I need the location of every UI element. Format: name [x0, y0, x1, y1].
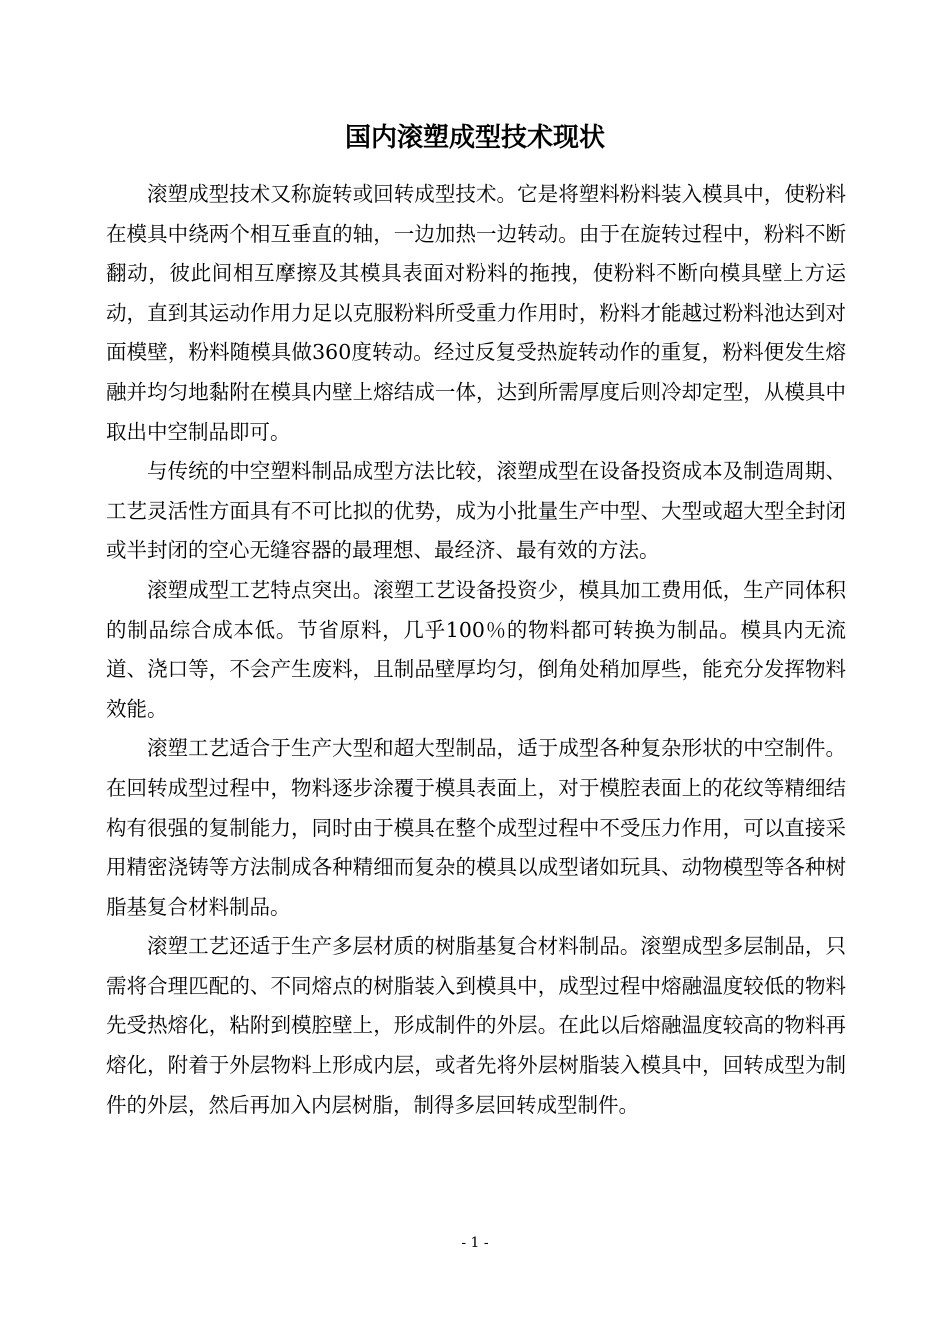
- paragraph-3: 滚塑成型工艺特点突出。滚塑工艺设备投资少，模具加工费用低，生产同体积的制品综合成本低。节省原料，几乎100％的物料都可转换为制品。模具内无流道、浇口等，不会产生废料，且制品壁厚均匀，倒角处稍加厚些，能充分发挥物料效能。: [106, 577, 846, 721]
- paragraph-5: 滚塑工艺还适于生产多层材质的树脂基复合材料制品。滚塑成型多层制品，只需将合理匹配的、不同熔点的树脂装入到模具中，成型过程中熔融温度较低的物料先受热熔化，粘附到模腔壁上，形成制件的外层。在此以后熔融温度较高的物料再熔化，附着于外层物料上形成内层，或者先将外层树脂装入模具中，回转成型为制件的外层，然后再加入内层树脂，制得多层回转成型制件。: [106, 934, 846, 1117]
- page-number: - 1 -: [461, 1235, 489, 1251]
- paragraph-2: 与传统的中空塑料制品成型方法比较，滚塑成型在设备投资成本及制造周期、工艺灵活性方面具有不可比拟的优势，成为小批量生产中型、大型或超大型全封闭或半封闭的空心无缝容器的最理想、最经济、最有效的方法。: [106, 459, 846, 563]
- paragraph-4: 滚塑工艺适合于生产大型和超大型制品，适于成型各种复杂形状的中空制件。在回转成型过程中，物料逐步涂覆于模具表面上，对于模腔表面上的花纹等精细结构有很强的复制能力，同时由于模具在整个成型过程中不受压力作用，可以直接采用精密浇铸等方法制成各种精细而复杂的模具以成型诸如玩具、动物模型等各种树脂基复合材料制品。: [106, 736, 846, 919]
- document-title: 国内滚塑成型技术现状: [344, 123, 605, 153]
- document-body: [106, 175, 846, 1125]
- paragraph-1: 滚塑成型技术又称旋转或回转成型技术。它是将塑料粉料装入模具中，使粉料在模具中绕两个相互垂直的轴，一边加热一边转动。由于在旋转过程中，粉料不断翻动，彼此间相互摩擦及其模具表面对粉料的拖拽，使粉料不断向模具壁上方运动，直到其运动作用力足以克服粉料所受重力作用时，粉料才能越过粉料池达到对面模壁，粉料随模具做360度转动。经过反复受热旋转动作的重复，粉料便发生熔融并均匀地黏附在模具内壁上熔结成一体，达到所需厚度后则冷却定型，从模具中取出中空制品即可。: [106, 182, 846, 444]
